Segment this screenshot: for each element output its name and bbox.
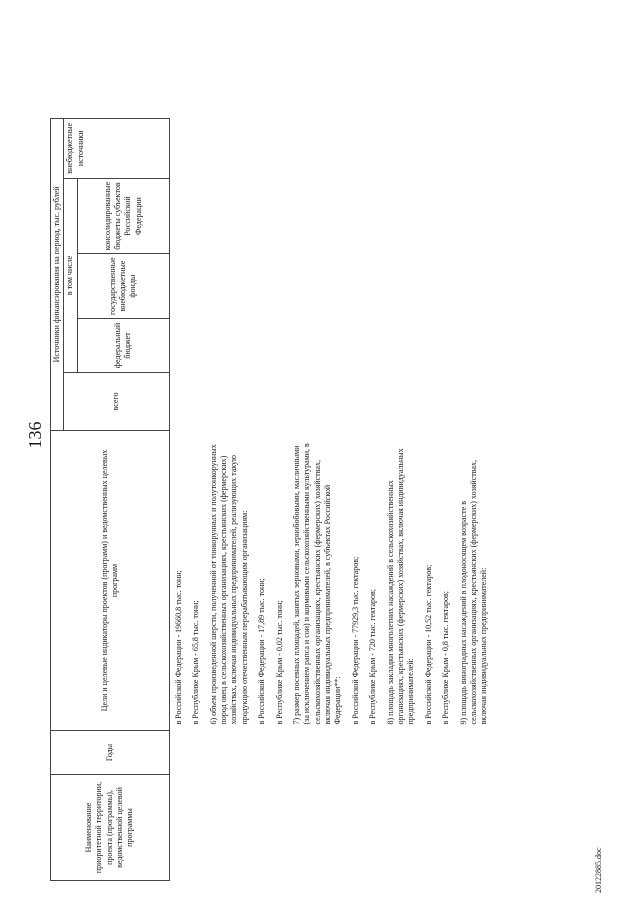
document-code: 20122885.doc: [594, 847, 603, 893]
header-total: всего: [64, 373, 169, 431]
goal-item: в Российской Федерации - 77929,3 тыс. гектаров;: [350, 556, 360, 725]
cell-years: [169, 731, 500, 775]
goal-item: 9) площадь виноградных насаждений в плодоносящем возрасте в сельскохозяйственных организациях, крестьянских (фермерских) хозяйствах, включая индивидуальных предпринимателей:: [458, 460, 489, 725]
header-extrabudgetary-state: государственные внебюджетные фонды: [77, 254, 169, 319]
goal-item: в Российской Федерации - 17,89 тыс. тонн;: [257, 578, 267, 725]
goal-item: 7) размер посевных площадей, занятых зерновыми, зернобобовыми, масличными (за исключением рапса и сои) и кормовыми сельскохозяйственными культурами, в сельскохозяйственных организациях, крестьянских (фермерских) хозяйствах, включая индивидуальных предпринимателей, в субъектах Российской Федерации**:: [291, 443, 343, 725]
goal-item: в Российской Федерации - 19660,8 тыс. тонн;: [173, 570, 183, 725]
cell-extrabudgetary-state: [169, 254, 500, 319]
cell-name: [169, 775, 500, 881]
goal-item: в Республике Крым - 0,8 тыс. гектаров;: [441, 591, 451, 725]
header-funding-group: Источники финансирования на период, тыс. рублей: [51, 118, 64, 430]
goal-item: 6) объем произведенной шерсти, полученной от тонкорунных и полутонкорунных пород овец в сельскохозяйственных организациях, крестьянских (фермерских) хозяйствах, включая индивидуальных предпринимателей, реализующих такую продукцию отечественным перерабатывающим организациям:: [208, 444, 249, 725]
cell-total: [169, 373, 500, 431]
header-including: в том числе: [64, 178, 77, 372]
goal-item: в Российской Федерации - 10,52 тыс. гектаров;: [423, 564, 433, 725]
goal-item: в Республике Крым - 65,8 тыс. тонн;: [191, 600, 201, 725]
header-years: Годы: [51, 731, 170, 775]
goal-item: 8) площадь закладки многолетних насаждений в сельскохозяйственных организациях, крестьянских (фермерских) хозяйствах, включая индивидуальных предпринимателей:: [385, 448, 416, 725]
header-goals: Цели и целевые индикаторы проектов (программ) и ведомственных целевых программ: [51, 431, 170, 731]
header-extrabudgetary: внебюджетные источники: [64, 118, 169, 178]
goal-item: в Республике Крым - 720 тыс. гектаров;: [368, 589, 378, 725]
funding-table: [50, 118, 501, 881]
cell-extrabudgetary: [169, 118, 500, 178]
header-name: Наименование приоритетной территории, проекта (программы), ведомственной целевой программы: [51, 775, 170, 881]
header-federal: федеральный бюджет: [77, 319, 169, 373]
cell-goals: [169, 431, 500, 731]
goal-item: в Республике Крым - 0,02 тыс. тонн;: [274, 600, 284, 725]
header-consolidated-regional: консолидированные бюджеты субъектов Российской Федерации: [77, 178, 169, 254]
cell-consolidated-regional: [169, 178, 500, 254]
cell-federal: [169, 319, 500, 373]
page-number: 136: [25, 421, 45, 449]
